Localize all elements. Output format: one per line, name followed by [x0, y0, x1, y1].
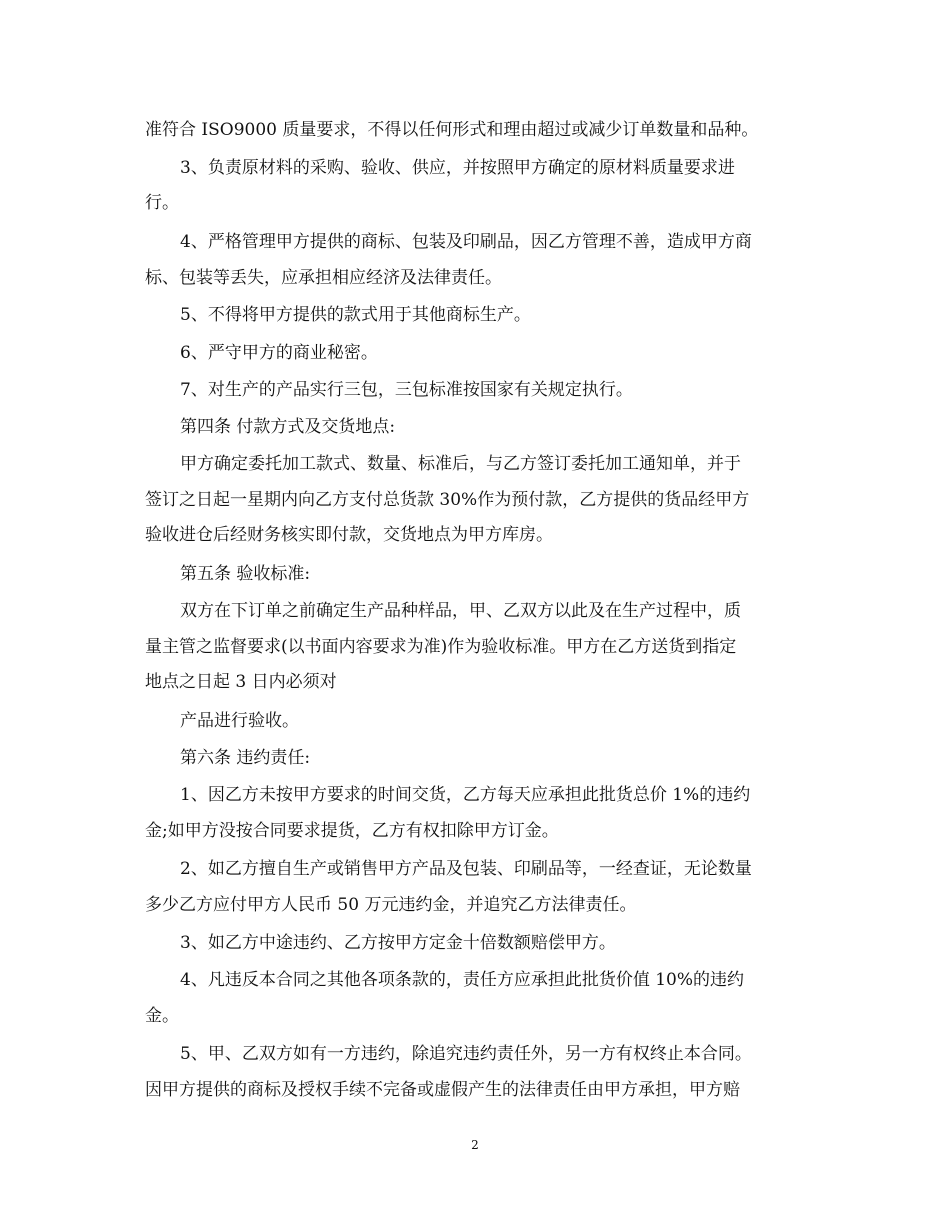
paragraph-line: 地点之日起 3 日内必须对	[145, 672, 337, 692]
paragraph-line: 准符合 ISO9000 质量要求，不得以任何形式和理由超过或减少订单数量和品种。	[145, 120, 759, 140]
paragraph-line: 3、负责原材料的采购、验收、供应，并按照甲方确定的原材料质量要求进	[180, 158, 735, 178]
paragraph-line: 产品进行验收。	[180, 711, 299, 731]
paragraph-line: 2、如乙方擅自生产或销售甲方产品及包装、印刷品等，一经查证，无论数量	[180, 859, 752, 879]
section-heading: 第四条 付款方式及交货地点:	[180, 417, 396, 437]
paragraph-line: 5、甲、乙双方如有一方违约，除追究违约责任外，另一方有权终止本合同。	[180, 1044, 752, 1064]
paragraph-line: 双方在下订单之前确定生产品种样品，甲、乙双方以此及在生产过程中，质	[180, 601, 741, 621]
paragraph-line: 量主管之监督要求(以书面内容要求为准)作为验收标准。甲方在乙方送货到指定	[145, 637, 737, 657]
section-heading: 第五条 验收标准:	[180, 564, 311, 584]
page-number: 2	[471, 1138, 479, 1152]
paragraph-line: 标、包装等丢失，应承担相应经济及法律责任。	[145, 268, 502, 288]
paragraph-line: 3、如乙方中途违约、乙方按甲方定金十倍数额赔偿甲方。	[180, 933, 616, 953]
paragraph-line: 甲方确定委托加工款式、数量、标准后，与乙方签订委托加工通知单，并于	[180, 454, 741, 474]
paragraph-line: 验收进仓后经财务核实即付款，交货地点为甲方库房。	[145, 525, 553, 545]
paragraph-line: 签订之日起一星期内向乙方支付总货款 30%作为预付款，乙方提供的货品经甲方	[145, 490, 750, 510]
paragraph-line: 4、凡违反本合同之其他各项条款的，责任方应承担此批货价值 10%的违约	[180, 970, 745, 990]
paragraph-line: 因甲方提供的商标及授权手续不完备或虚假产生的法律责任由甲方承担，甲方赔	[145, 1080, 740, 1100]
paragraph-line: 6、严守甲方的商业秘密。	[180, 343, 378, 363]
paragraph-line: 金。	[145, 1006, 179, 1026]
paragraph-line: 金;如甲方没按合同要求提货，乙方有权扣除甲方订金。	[145, 821, 559, 841]
section-heading: 第六条 违约责任:	[180, 748, 311, 768]
paragraph-line: 4、严格管理甲方提供的商标、包装及印刷品，因乙方管理不善，造成甲方商	[180, 232, 752, 252]
paragraph-line: 1、因乙方未按甲方要求的时间交货，乙方每天应承担此批货总价 1%的违约	[180, 785, 751, 805]
paragraph-line: 行。	[145, 193, 179, 213]
paragraph-line: 7、对生产的产品实行三包，三包标准按国家有关规定执行。	[180, 380, 633, 400]
paragraph-line: 5、不得将甲方提供的款式用于其他商标生产。	[180, 305, 531, 325]
paragraph-line: 多少乙方应付甲方人民币 50 万元违约金，并追究乙方法律责任。	[145, 895, 637, 915]
